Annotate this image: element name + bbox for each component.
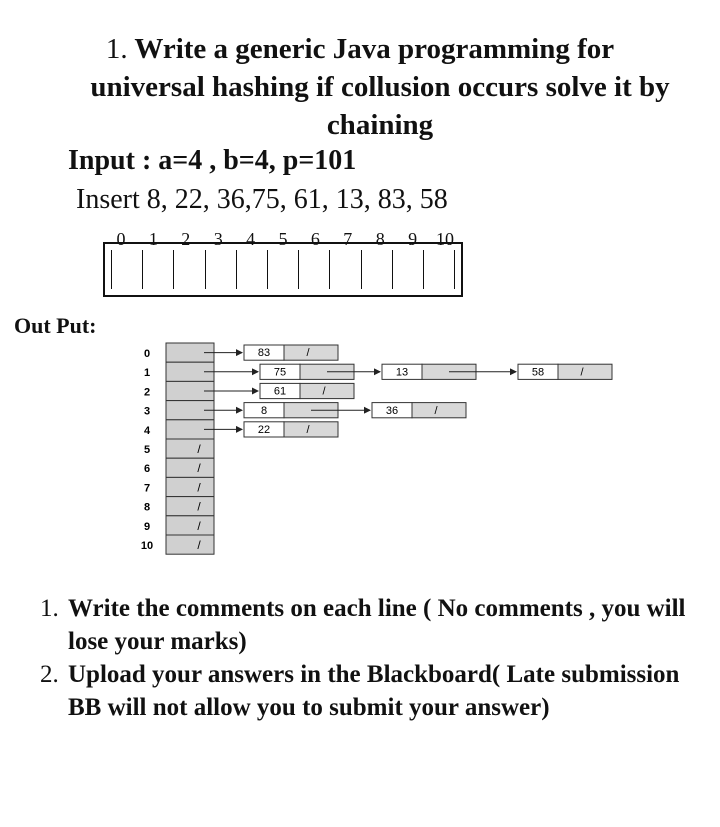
table-index-2: 2 [181,229,191,249]
null-pointer: / [197,461,201,476]
task-list [40,592,710,724]
task-number: 1. [40,595,59,622]
slot-label-6: 6 [143,463,151,476]
slot-label-4: 4 [143,424,151,437]
table-cell-8 [362,250,393,289]
table-index-3: 3 [213,229,223,249]
question-title-line-2: universal hashing if collusion occurs solve it by [90,71,670,103]
input-parameters: Input : a=4 , b=4, p=101 [68,145,357,176]
slot-cells [166,343,214,554]
table-cell-2 [174,250,205,289]
task-number: 2. [40,661,59,688]
slot-label-5: 5 [143,444,151,456]
table-cell-7 [330,250,361,289]
slot-cell-5 [166,439,214,458]
empty-hash-table [103,242,463,297]
null-pointer: / [306,424,310,436]
task-item-1 [40,592,710,658]
slot-cell-10 [166,535,214,554]
chain-node-22 [244,422,338,437]
node-next-box [284,422,338,437]
table-cell-5 [268,250,299,289]
table-index-4: 4 [246,229,256,249]
table-index-5: 5 [278,229,288,249]
null-pointer: / [580,366,584,379]
null-pointer: / [197,518,201,533]
null-pointer: / [322,385,326,398]
slot-label-8: 8 [143,501,151,514]
slot-label-9: 9 [143,520,151,533]
null-pointer: / [197,538,201,552]
table-cell-0 [111,250,143,289]
chain-node-58 [518,364,612,379]
task-text: Write the comments on each line ( No comments , you will lose your marks) [68,595,686,655]
task-item-2 [40,658,710,724]
table-cell-10 [424,250,455,289]
null-pointer: / [197,499,201,514]
question-title-line-3: chaining [326,109,434,141]
slot-cell-8 [166,497,214,516]
node-key: 75 [273,366,287,379]
node-next-box [300,383,354,398]
slot-label-1: 1 [143,367,151,380]
table-index-1: 1 [148,229,158,249]
insert-values: Insert 8, 22, 36,75, 61, 13, 83, 58 [76,184,448,215]
slot-label-7: 7 [143,482,151,495]
slot-label-10: 10 [140,540,154,552]
slot-label-3: 3 [143,405,151,418]
chain-node-83 [244,345,338,360]
task-text: Upload your answers in the Blackboard( Late submission BB will not allow you to submit your answer) [68,661,680,721]
null-pointer: / [197,442,201,456]
table-cell-4 [237,250,268,289]
node-key: 58 [531,366,545,379]
table-index-7: 7 [343,229,353,249]
slot-cell-7 [166,477,214,496]
chain-links [204,345,612,437]
table-cell-6 [299,250,330,289]
node-next-box [412,403,466,418]
slot-cell-6 [166,458,214,477]
node-key: 83 [257,347,271,360]
table-index-0: 0 [116,229,126,249]
table-index-10: 10 [436,229,454,249]
slot-label-0: 0 [143,348,151,360]
null-pointer: / [434,404,438,417]
node-key: 22 [257,424,271,436]
slot-cell-9 [166,516,214,535]
question-title-text-1: Write a generic Java programming for [134,33,615,65]
table-index-8: 8 [375,229,385,249]
chaining-diagram [0,335,720,565]
chain-node-61 [260,383,354,398]
node-key: 36 [385,404,399,417]
node-key: 61 [273,385,287,398]
output-label: Out Put: [14,313,97,338]
null-pointer: / [306,347,310,360]
node-next-box [284,345,338,360]
chain-node-36 [372,403,466,418]
question-number: 1. [105,33,128,65]
table-cell-9 [393,250,424,289]
slot-labels [141,348,153,552]
table-cell-1 [143,250,174,289]
slot-label-2: 2 [143,386,151,399]
table-index-9: 9 [408,229,418,249]
node-next-box [558,364,612,379]
table-cell-3 [206,250,237,289]
node-key: 8 [260,404,268,417]
table-index-6: 6 [310,229,320,249]
node-key: 13 [395,366,409,379]
null-pointer: / [197,480,201,495]
question-title-line-1 [30,30,690,68]
